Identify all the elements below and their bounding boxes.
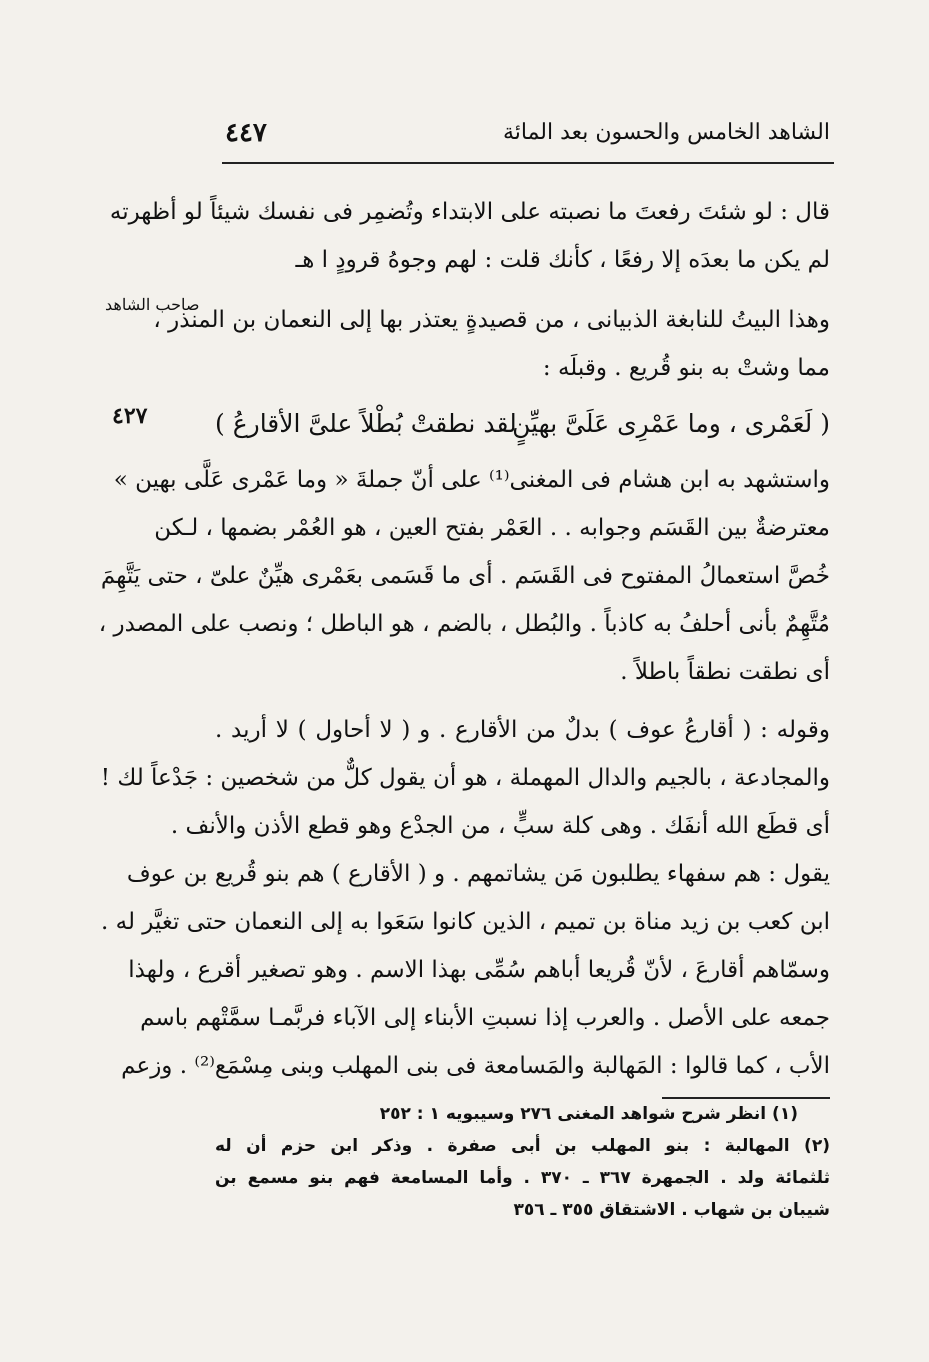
text-line: مُتَّهِمٌ بأنى أحلفُ به كاذباً . والبُطل ، بالضم ، هو الباطل ؛ ونصب على المصدر ، bbox=[98, 611, 830, 637]
text-line: خُصَّ استعمالُ المفتوح فى القَسَم . أى ما قَسَمى بعَمْرى هيِّنٌ علىّ ، حتى يَتَّهِمَ bbox=[100, 563, 830, 589]
text-line: والمجادعة ، بالجيم والدال المهملة ، هو أن يقول كلٌّ من شخصين : جَدْعاً لك ! bbox=[100, 765, 830, 791]
text-line: أى نطقت نطقاً باطلاً . bbox=[620, 659, 830, 685]
margin-note: صاحب الشاهد bbox=[105, 295, 200, 314]
text-line: لم يكن ما بعدَه إلا رفعًا ، كأنك قلت : لهم وجوهُ قرودٍ ا هـ bbox=[295, 247, 830, 273]
running-title: الشاهد الخامس والحسون بعد المائة bbox=[502, 120, 830, 145]
text-line: أى قطَع الله أنفَك . وهى كلة سبٍّ ، من الجدْع وهو قطع الأذن والأنف . bbox=[170, 813, 830, 839]
footnote-line: (٢) المهالبة : بنو المهلب بن أبى صفرة . وذكر ابن حزم أن له bbox=[215, 1136, 830, 1156]
text-line: واستشهد به ابن هشام فى المغنى⁽¹⁾ على أنّ جملةَ « وما عَمْرى عَلَّى بهين » bbox=[113, 467, 830, 493]
text-line: وقوله : ( أقارعُ عوف ) بدلٌ من الأقارع . و ( لا أحاول ) لا أريد . bbox=[215, 717, 830, 743]
text-line: وسمّاهم أقارعَ ، لأنّ قُريعا أباهم سُمِّى بهذا الاسم . وهو تصغير أقرع ، ولهذا bbox=[128, 957, 830, 983]
page-number: ٤٤٧ bbox=[225, 118, 267, 148]
verse-first-hemistich: ( لَعَمْرى ، وما عَمْرِى عَلَىَّ بهيِّنٍ bbox=[512, 409, 830, 438]
text-line: مما وشتْ به بنو قُريع . وقبلَه : bbox=[542, 355, 830, 381]
text-line: جمعه على الأصل . والعرب إذا نسبتِ الأبناء إلى الآباء فربَّمـا سمَّتْهم باسم bbox=[140, 1005, 830, 1031]
text-line: ابن كعب بن زيد مناة بن تميم ، الذين كانوا سَعَوا به إلى النعمان حتى تغيَّر له . bbox=[101, 909, 830, 935]
text-line: معترضةٌ بين القَسَم وجوابه . . العَمْر بفتح العين ، هو العُمْر بضمها ، لـكن bbox=[154, 515, 830, 541]
text-line: يقول : هم سفهاء يطلبون مَن يشاتمهم . و ( الأقارع ) هم بنو قُريع بن عوف bbox=[126, 861, 830, 887]
footnote-line: ثلثمائة ولد . الجمهرة ٣٦٧ ـ ٣٧٠ . وأما المسامعة فهم بنو مسمع بن bbox=[215, 1168, 830, 1188]
footnote-line: شيبان بن شهاب . الاشتقاق ٣٥٥ ـ ٣٥٦ bbox=[513, 1200, 830, 1220]
footnote-line: (١) انظر شرح شواهد المغنى ٢٧٦ وسيبويه ١ : ٢٥٢ bbox=[379, 1104, 798, 1124]
poem-verse bbox=[215, 400, 830, 448]
header-rule bbox=[222, 162, 834, 164]
footnote-rule bbox=[662, 1097, 830, 1099]
verse-second-hemistich: لقد نطقتْ بُطْلاً علىَّ الأقارعُ ) bbox=[215, 409, 517, 438]
text-line: الأب ، كما قالوا : المَهالبة والمَسامعة فى بنى المهلب وبنى مِسْمَع⁽²⁾ . وزعم bbox=[121, 1053, 830, 1079]
running-header bbox=[225, 116, 830, 156]
verse-number: ٤٢٧ bbox=[112, 403, 148, 429]
text-line: وهذا البيتُ للنابغة الذبيانى ، من قصيدةٍ يعتذر بها إلى النعمان بن المنذر ، bbox=[153, 307, 830, 333]
text-line: قال : لو شئتَ رفعتَ ما نصبته على الابتداء وتُضمِر فى نفسك شيئاً لو أظهرته bbox=[109, 199, 830, 225]
